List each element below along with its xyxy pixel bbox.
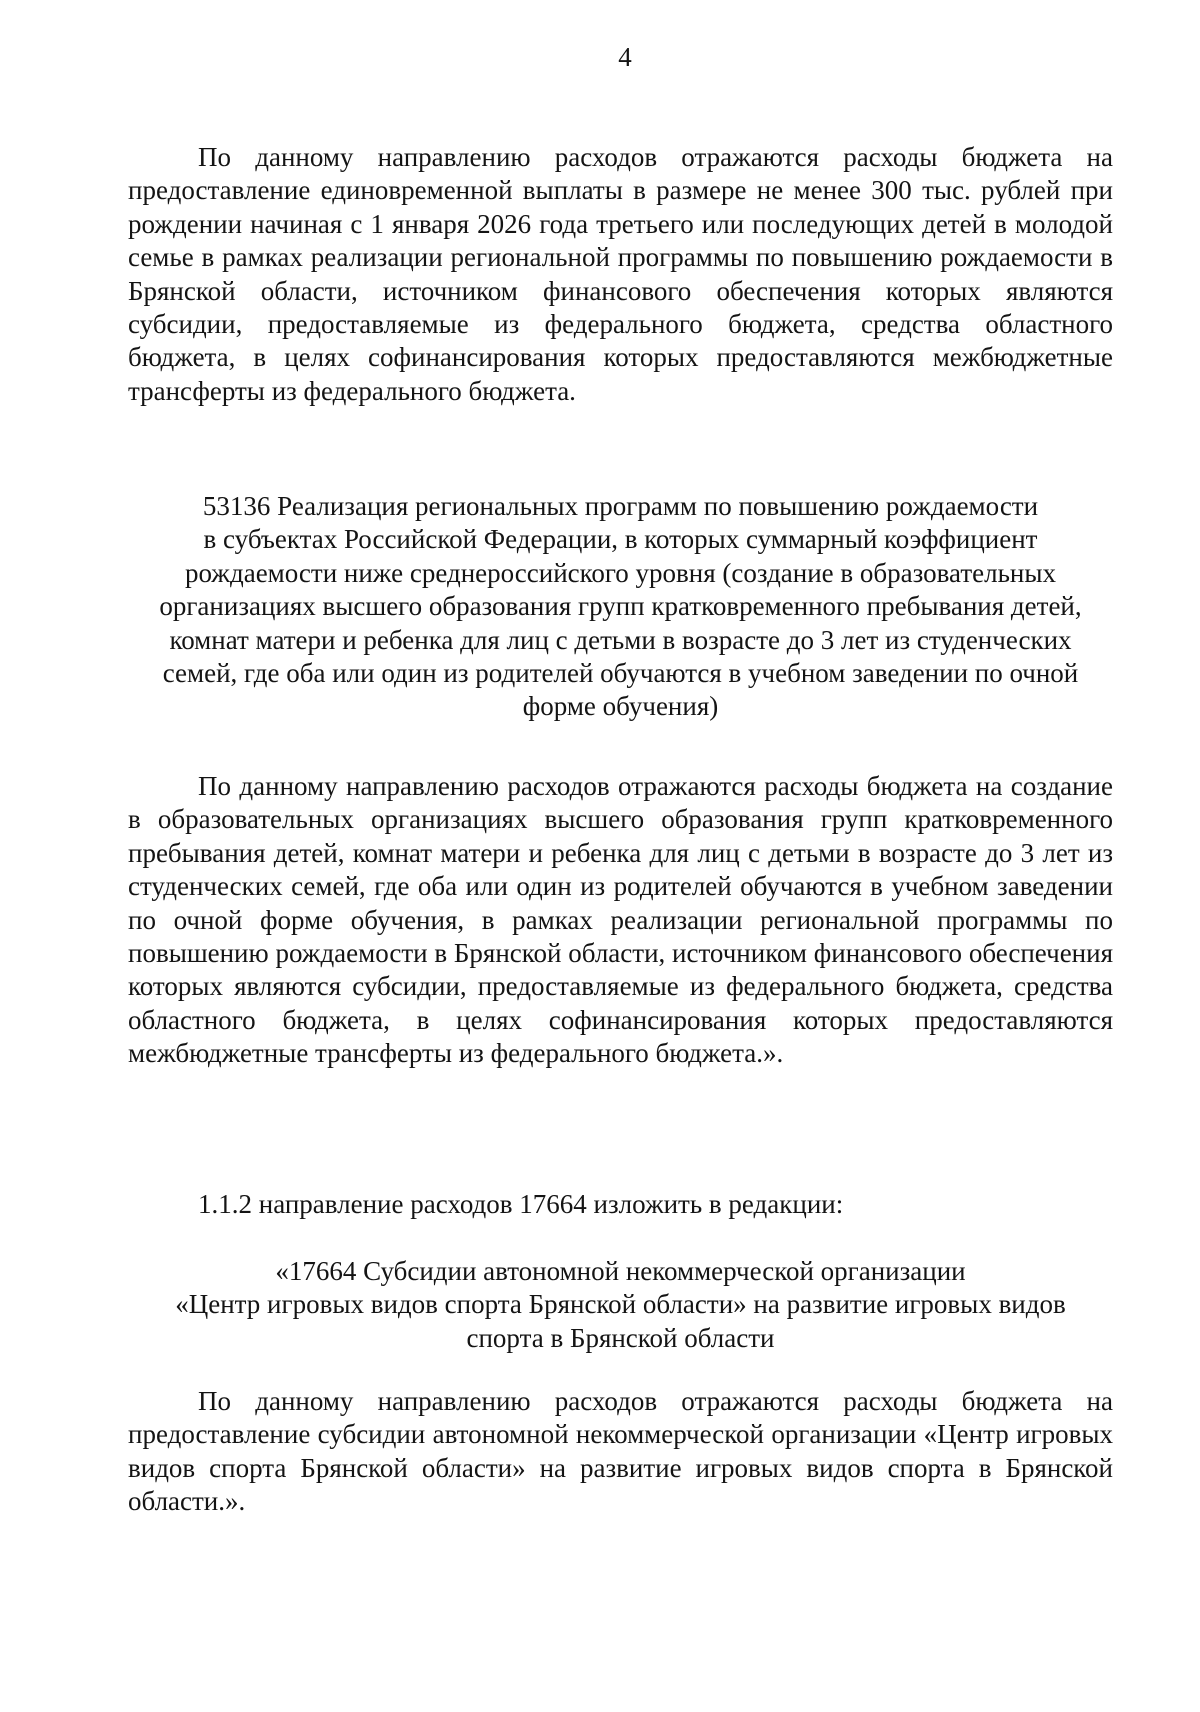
heading-53136-line: 53136 Реализация региональных программ по повышению рождаемости — [202, 491, 1039, 521]
heading-53136-line: организациях высшего образования групп кратковременного пребывания детей, — [159, 591, 1082, 622]
heading-17664-line: «17664 Субсидии автономной некоммерческой организации — [275, 1256, 966, 1286]
heading-53136-line: в субъектах Российской Федерации, в которых суммарный коэффициент — [203, 524, 1038, 555]
page-number: 4 — [618, 42, 632, 72]
heading-53136 — [128, 490, 1113, 724]
heading-53136-line: комнат матери и ребенка для лиц с детьми в возрасте до 3 лет из студенческих — [169, 624, 1072, 655]
heading-17664 — [128, 1255, 1113, 1355]
clause-1-1-2: 1.1.2 направление расходов 17664 изложить в редакции: — [198, 1189, 844, 1219]
heading-17664-line: «Центр игровых видов спорта Брянской области» на развитие игровых видов — [175, 1289, 1066, 1320]
paragraph-childcare-groups: По данному направлению расходов отражаются расходы бюджета на создание в образовательных организациях высшего образования групп кратковременного пребывания детей, комнат матери и ребенка для лиц с детьми в возрасте до 3 лет из студенческих семей, где оба или один из родителей обучаются в учебном заведении по очной форме обучения, в рамках реализации региональной программы по повышению рождаемости в Брянской области, источником финансового обеспечения которых являются субсидии, предоставляемые из федерального бюджета, средства областного бюджета, в целях софинансирования которых предоставляются межбюджетные трансферты из федерального бюджета.». — [128, 771, 1113, 1069]
paragraph-sports-subsidy: По данному направлению расходов отражаются расходы бюджета на предоставление субсидии автономной некоммерческой организации «Центр игровых видов спорта Брянской области» на развитие игровых видов спорта в Брянской области.». — [128, 1386, 1113, 1517]
paragraph-birth-payment: По данному направлению расходов отражаются расходы бюджета на предоставление единовременной выплаты в размере не менее 300 тыс. рублей при рождении начиная с 1 января 2026 года третьего или последующих детей в молодой семье в рамках реализации региональной программы по повышению рождаемости в Брянской области, источником финансового обеспечения которых являются субсидии, предоставляемые из федерального бюджета, средства областного бюджета, в целях софинансирования которых предоставляются межбюджетные трансферты из федерального бюджета. — [128, 142, 1113, 406]
heading-53136-line: форме обучения) — [522, 691, 719, 722]
heading-53136-line: семей, где оба или один из родителей обучаются в учебном заведении по очной — [162, 658, 1079, 689]
heading-17664-line: спорта в Брянской области — [466, 1322, 775, 1353]
heading-53136-line: рождаемости ниже среднероссийского уровня (создание в образовательных — [184, 557, 1056, 588]
